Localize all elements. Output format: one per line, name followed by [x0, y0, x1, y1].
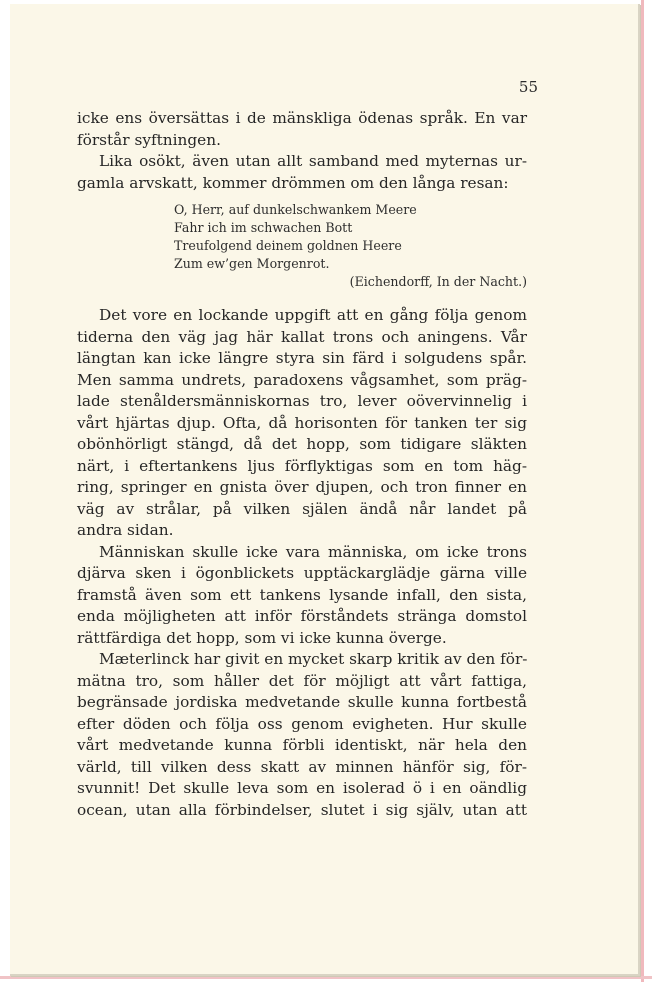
- text-line: vårt hjärtas djup. Ofta, då horisonten för tanken ter sig: [77, 413, 527, 432]
- text-line: tiderna den väg jag här kallat trons och aningens. Vår: [77, 327, 527, 346]
- text-line: gamla arvskatt, kommer drömmen om den långa resan:: [77, 173, 509, 192]
- poem-verse: Fahr ich im schwachen Bott: [174, 220, 353, 235]
- text-line: obönhörligt stängd, då det hopp, som tidigare släkten: [77, 435, 527, 453]
- text-line: Mæterlinck har givit en mycket skarp kritik av den för-: [99, 650, 528, 668]
- poem-verse: Treufolgend deinem goldnen Heere: [174, 238, 402, 253]
- poem-verse: O, Herr, auf dunkelschwankem Meere: [174, 202, 417, 217]
- text-line: djärva sken i ögonblickets upptäckarglädje gärna ville: [77, 564, 527, 582]
- text-line: värld, till vilken dess skatt av minnen hänför sig, för-: [77, 757, 527, 776]
- text-line: ocean, utan alla förbindelser, slutet i sig själv, utan att: [77, 800, 527, 819]
- text-line: efter döden och följa oss genom evigheten. Hur skulle: [77, 714, 527, 733]
- poem-citation: (Eichendorff, In der Nacht.): [349, 274, 527, 289]
- text-line: icke ens översättas i de mänskliga ödenas språk. En var: [77, 109, 527, 127]
- text-line: svunnit! Det skulle leva som en isolerad ö i en oändlig: [77, 779, 527, 797]
- text-line: Lika osökt, även utan allt samband med myternas ur-: [99, 152, 527, 170]
- page-edge-right: [641, 0, 644, 982]
- paragraph-1: [77, 108, 527, 151]
- text-line: vårt medvetande kunna förbli identiskt, när hela den: [77, 736, 527, 754]
- page-number: 55: [518, 78, 538, 96]
- text-line: längtan kan icke längre styra sin färd i solgudens spår.: [77, 349, 527, 367]
- paragraph-2: [77, 151, 527, 194]
- text-line: Det vore en lockande uppgift att en gång följa genom: [99, 306, 527, 324]
- text-line: begränsade jordiska medvetande skulle kunna fortbestå: [77, 693, 527, 711]
- text-line: andra sidan.: [77, 521, 174, 539]
- text-line: förstår syftningen.: [77, 130, 221, 149]
- text-line: enda möjligheten att inför förståndets stränga domstol: [77, 607, 527, 625]
- paragraph-5: [77, 649, 527, 821]
- text-line: framstå även som ett tankens lysande infall, den sista,: [77, 585, 527, 604]
- text-line: Människan skulle icke vara människa, om icke trons: [99, 542, 527, 561]
- poem-verse: Zum ew’gen Morgenrot.: [174, 256, 330, 271]
- text-line: ring, springer en gnista över djupen, och tron finner en: [77, 478, 527, 496]
- text-line: väg av strålar, på vilken själen ändå når landet på: [77, 499, 527, 518]
- text-line: närt, i eftertankens ljus förflyktigas som en tom häg-: [77, 456, 527, 475]
- text-line: lade stenåldersmänniskornas tro, lever oövervinnelig i: [77, 392, 527, 410]
- text-line: mätna tro, som håller det för möjligt att vårt fattiga,: [77, 671, 527, 690]
- page-body-text: [77, 108, 527, 821]
- text-line: Men samma undrets, paradoxens vågsamhet, som präg-: [77, 370, 527, 389]
- paragraph-4: [77, 542, 527, 650]
- poem-quotation: [174, 201, 527, 291]
- text-line: rättfärdiga det hopp, som vi icke kunna överge.: [77, 628, 447, 647]
- page-edge-bottom: [0, 976, 652, 979]
- paragraph-3: [77, 305, 527, 542]
